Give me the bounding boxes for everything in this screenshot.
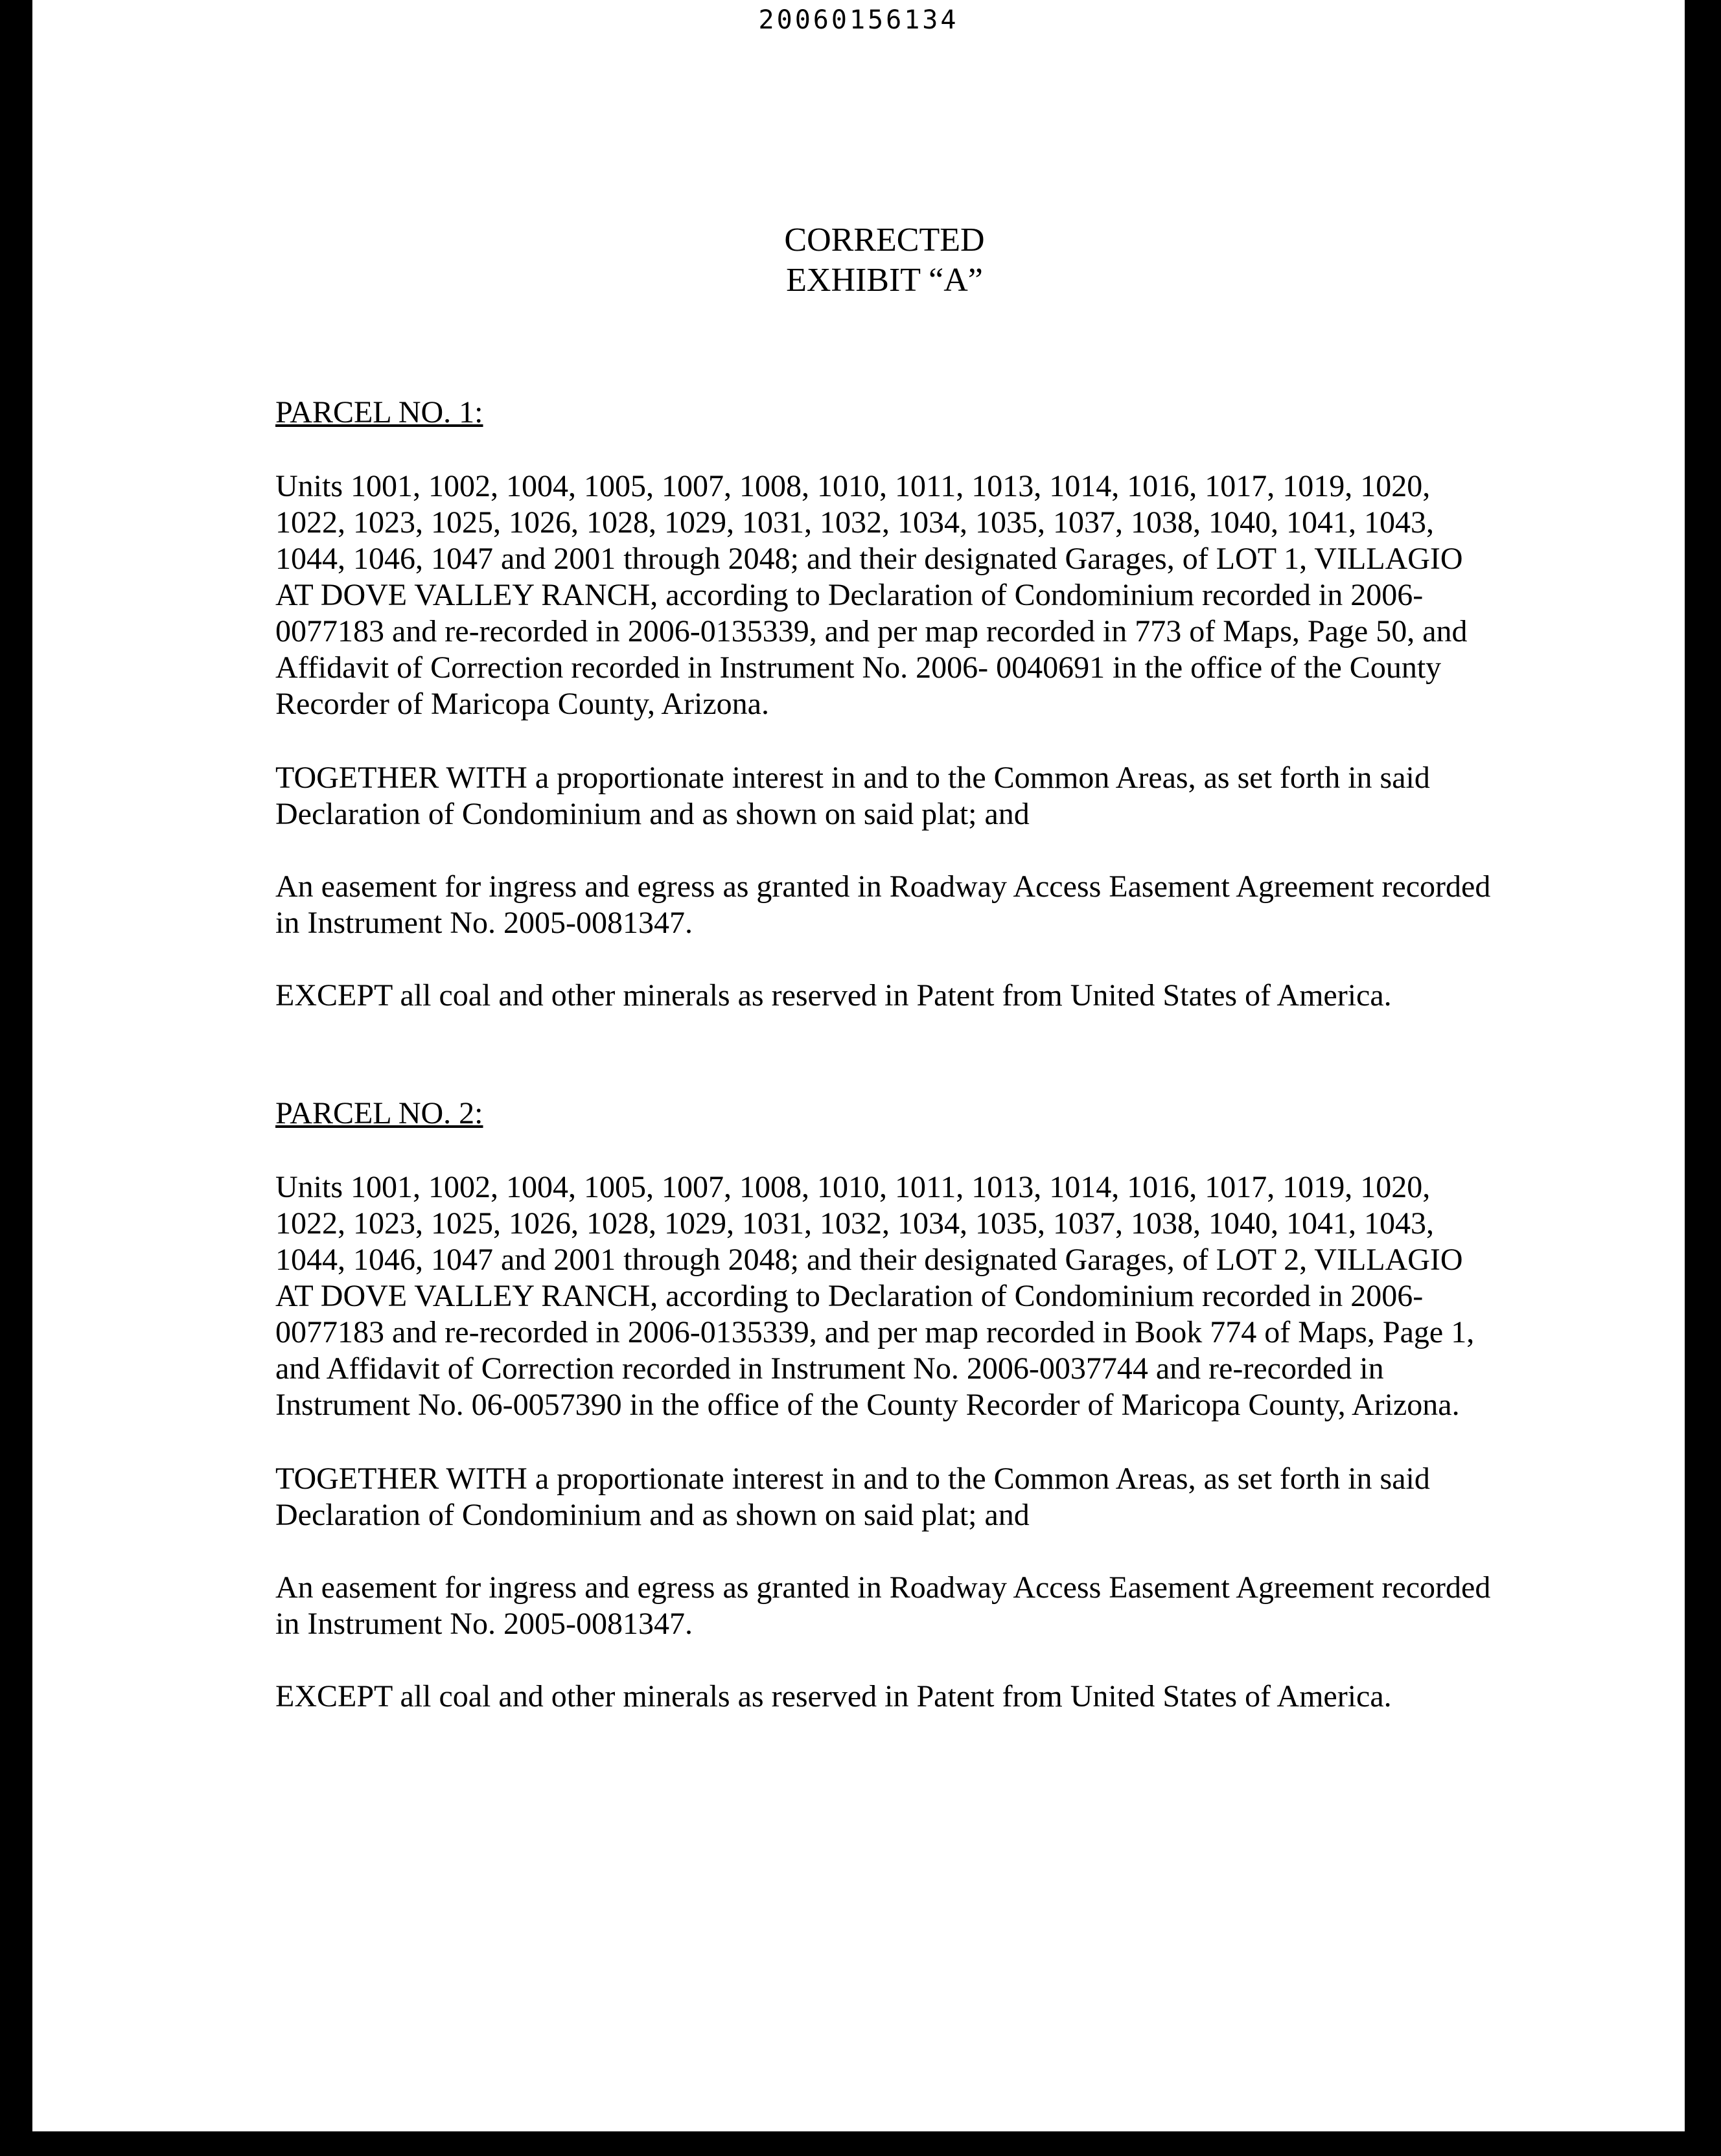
document-body bbox=[275, 220, 1494, 1751]
document-page bbox=[32, 0, 1685, 2131]
together-with-clause: TOGETHER WITH a proportionate interest in and to the Common Areas, as set forth in said Declaration of Condominium and as shown on said plat; and bbox=[275, 1462, 1430, 1532]
recording-number: 20060156134 bbox=[758, 5, 959, 35]
together-with-clause: TOGETHER WITH a proportionate interest in and to the Common Areas, as set forth in said Declaration of Condominium and as shown on said plat; and bbox=[275, 761, 1430, 831]
parcel-description: Units 1001, 1002, 1004, 1005, 1007, 1008, 1010, 1011, 1013, 1014, 1016, 1017, 1019, 1020, 1022, 1023, 1025, 1026, 1028, 1029, 1031, 1032, 1034, 1035, 1037, 1038, 1040, 1041, 1043, 1044, 1046, 1047 and 2001 through 2048; and their designated Garages, of LOT 1, VILLAGIO AT DOVE VALLEY RANCH, according to Declaration of Condominium recorded in 2006-0077183 and re-recorded in 2006-0135339, and per map recorded in 773 of Maps, Page 50, and Affidavit of Correction recorded in Instrument No. 2006- 0040691 in the office of the County Recorder of Maricopa County, Arizona. bbox=[275, 469, 1468, 721]
parcel-heading: PARCEL NO. 2: bbox=[275, 1096, 483, 1130]
section-spacer bbox=[275, 1050, 1494, 1095]
parcel-section-2 bbox=[275, 1095, 1494, 1715]
parcel-description: Units 1001, 1002, 1004, 1005, 1007, 1008, 1010, 1011, 1013, 1014, 1016, 1017, 1019, 1020, 1022, 1023, 1025, 1026, 1028, 1029, 1031, 1032, 1034, 1035, 1037, 1038, 1040, 1041, 1043, 1044, 1046, 1047 and 2001 through 2048; and their designated Garages, of LOT 2, VILLAGIO AT DOVE VALLEY RANCH, according to Declaration of Condominium recorded in 2006-0077183 and re-recorded in 2006-0135339, and per map recorded in Book 774 of Maps, Page 1, and Affidavit of Correction recorded in Instrument No. 2006-0037744 and re-recorded in Instrument No. 06-0057390 in the office of the County Recorder of Maricopa County, Arizona. bbox=[275, 1170, 1475, 1422]
easement-clause: An easement for ingress and egress as granted in Roadway Access Easement Agreement recorded in Instrument No. 2005-0081347. bbox=[275, 869, 1491, 940]
except-clause: EXCEPT all coal and other minerals as reserved in Patent from United States of America. bbox=[275, 978, 1392, 1013]
title-line-exhibit: EXHIBIT “A” bbox=[786, 262, 983, 299]
parcel-heading: PARCEL NO. 1: bbox=[275, 395, 483, 430]
document-title bbox=[275, 220, 1494, 301]
title-line-corrected: CORRECTED bbox=[784, 222, 985, 258]
easement-clause: An easement for ingress and egress as granted in Roadway Access Easement Agreement recorded in Instrument No. 2005-0081347. bbox=[275, 1570, 1491, 1641]
parcel-section-1 bbox=[275, 395, 1494, 1014]
except-clause: EXCEPT all coal and other minerals as reserved in Patent from United States of America. bbox=[275, 1679, 1392, 1714]
